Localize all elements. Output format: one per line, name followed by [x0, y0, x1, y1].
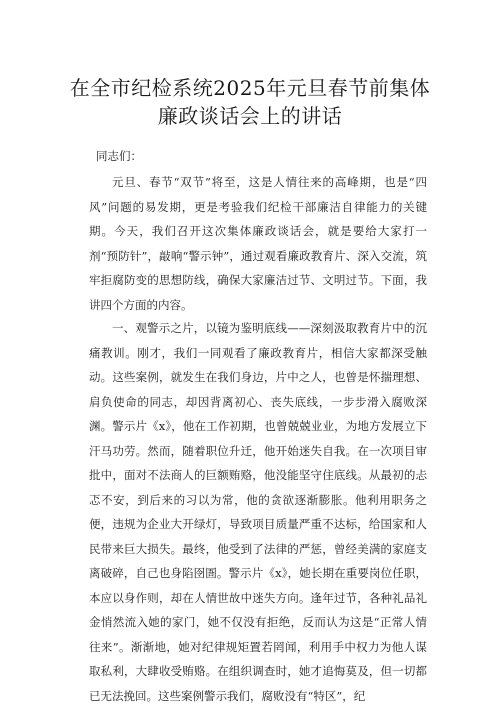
document-title-line-1: 在全市纪检系统2025年元旦春节前集体	[69, 76, 431, 100]
paragraph-section-one: 一、观警示之片，以镜为鉴明底线——深刻汲取教育片中的沉痛教训。刚才，我们一同观看了廉政教育片，相信大家都深受触动。这些案例，就发生在我们身边，片中之人，也曾是怀揣理想、肩负使命的同志，却因背离初心、丧失底线，一步步滑入腐败深渊。警示片《x》，他在工作初期，也曾兢兢业业，为地方发展立下汗马功劳。然而，随着职位升迁，他开始迷失自我。在一次项目审批中，面对不法商人的巨额贿赂，他没能坚守住底线。从最初的忐忑不安，到后来的习以为常，他的贪欲逐渐膨胀。他利用职务之便，违规为企业大开绿灯，导致项目质量严重不达标，给国家和人民带来巨大损失。最终，他受到了法律的严惩，曾经美满的家庭支离破碎，自己也身陷囹圄。警示片《x》，她长期在重要岗位任职，本应以身作则，却在人情世故中迷失方向。逢年过节，各种礼品礼金悄然流入她的家门，她不仅没有拒绝，反而认为这是“正常人情往来”。渐渐地，她对纪律规矩置若罔闻，利用手中权力为他人谋取私利，大肆收受贿赂。在组织调查时，她才追悔莫及，但一切都已无法挽回。这些案例警示我们，腐败没有“特区”，纪	[89, 321, 427, 703]
salutation: 同志们：	[96, 149, 142, 163]
paragraph-intro: 元旦、春节“双节”将至，这是人情往来的高峰期，也是“四风”问题的易发期，更是考验我们纪检干部廉洁自律能力的关键期。今天，我们召开这次集体廉政谈话会，就是要给大家打一剂“预防针”，敲响“警示钟”，通过观看廉政教育片、深入交流，筑牢拒腐防变的思想防线，确保大家廉洁过节、文明过节。下面，我讲四个方面的内容。	[89, 175, 427, 312]
document-title-line-2: 廉政谈话会上的讲话	[157, 104, 343, 128]
